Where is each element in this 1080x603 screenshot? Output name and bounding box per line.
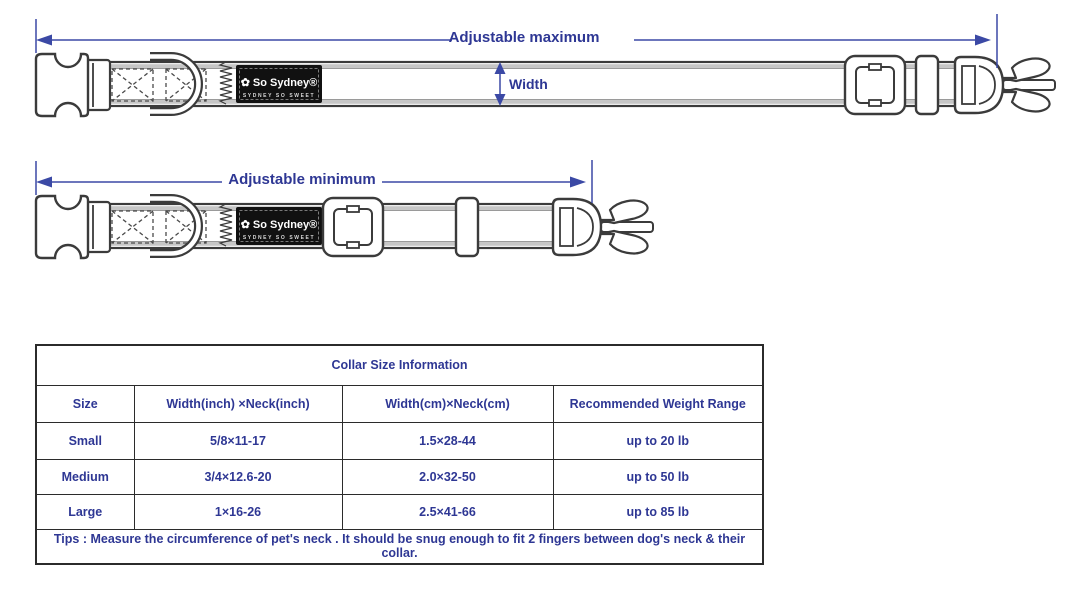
brand-tagline: SYDNEY SO SWEET	[242, 235, 316, 241]
cell-cm: 2.0×32-50	[342, 459, 553, 494]
cell-size: Medium	[36, 459, 134, 494]
cell-weight: up to 85 lb	[553, 494, 763, 529]
cell-cm: 1.5×28-44	[342, 422, 553, 459]
tri-glide-slider	[323, 198, 383, 256]
male-buckle	[553, 199, 653, 255]
size-table	[35, 344, 764, 565]
collar-diagram-minimum	[36, 160, 653, 258]
col-header-inch: Width(inch) ×Neck(inch)	[134, 385, 342, 422]
tips-note: Tips : Measure the circumference of pet's neck . It should be snug enough to fit 2 fingers between dog's neck & their collar.	[36, 529, 763, 564]
brand-text: ✿ So Sydney®	[240, 77, 318, 89]
cell-inch: 1×16-26	[134, 494, 342, 529]
cell-weight: up to 20 lb	[553, 422, 763, 459]
table-row	[36, 494, 763, 529]
flower-icon: ✿	[240, 77, 250, 89]
cell-size: Large	[36, 494, 134, 529]
cell-cm: 2.5×41-66	[342, 494, 553, 529]
table-header-row	[36, 385, 763, 422]
keeper-loop	[916, 56, 938, 114]
cell-inch: 5/8×11-17	[134, 422, 342, 459]
collar-diagram-maximum	[36, 14, 1055, 116]
col-header-cm: Width(cm)×Neck(cm)	[342, 385, 553, 422]
table-title: Collar Size Information	[36, 345, 763, 385]
male-buckle	[955, 57, 1055, 113]
tri-glide-slider	[845, 56, 905, 114]
flower-icon: ✿	[240, 219, 250, 231]
dimension-arrow-min	[36, 160, 592, 203]
brand-tagline: SYDNEY SO SWEET	[242, 93, 316, 99]
keeper-loop	[456, 198, 478, 256]
cell-size: Small	[36, 422, 134, 459]
col-header-weight: Recommended Weight Range	[553, 385, 763, 422]
col-header-size: Size	[36, 385, 134, 422]
brand-text: ✿ So Sydney®	[240, 219, 318, 231]
max-label: Adjustable maximum	[448, 29, 600, 46]
table-row	[36, 422, 763, 459]
table-row	[36, 459, 763, 494]
cell-inch: 3/4×12.6-20	[134, 459, 342, 494]
cell-weight: up to 50 lb	[553, 459, 763, 494]
min-label: Adjustable minimum	[228, 171, 376, 188]
width-label: Width	[509, 76, 548, 92]
